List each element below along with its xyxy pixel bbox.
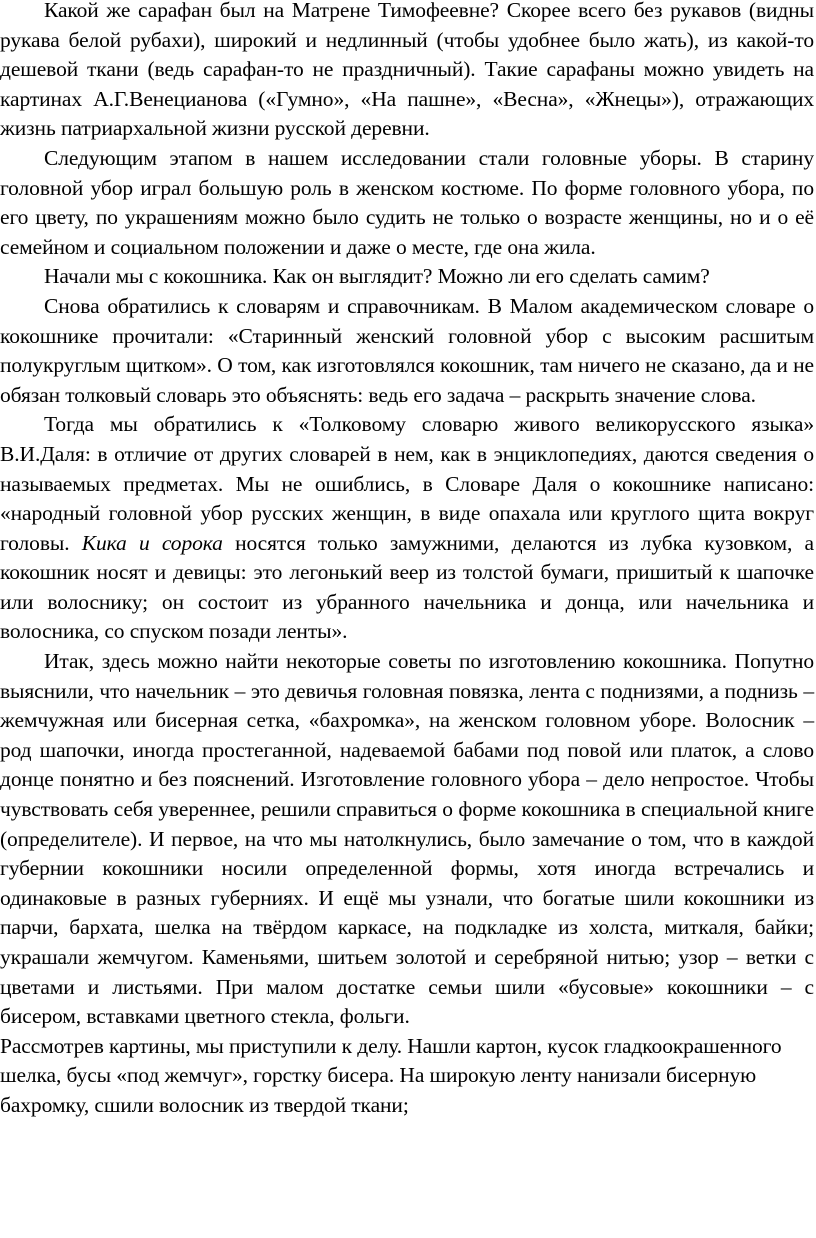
dal-text-italic: Кика и сорока [81,530,223,555]
paragraph-dictionaries: Снова обратились к словарям и справочникам. В Малом академическом словаре о кокошнике прочитали: «Старинный женский головной убор с высоким расшитым полукруглым щитком». О том, как изготовлялся кокошник, там ничего не сказано, да и не обязан толковый словарь это объяснять: ведь его задача – раскрыть значение слова. [0,293,814,407]
paragraph-dal-dictionary [0,410,814,647]
paragraph-headwear: Следующим этапом в нашем исследовании стали головные уборы. В старину головной убор играл большую роль в женском костюме. По форме головного убора, по его цвету, по украшениям можно было судить не только о возрасте женщины, но и о её семейном и социальном положении и даже о месте, где она жила. [0,145,814,259]
paragraph-making-advice: Итак, здесь можно найти некоторые советы по изготовлению кокошника. Попутно выяснили, что начельник – это девичья головная повязка, лента с поднизями, а поднизь – жемчужная или бисерная сетка, «бахромка», на женском головном уборе. Волосник – род шапочки, иногда простеганной, надеваемой бабами под повой или платок, а слово донце понятно и без пояснений. Изготовление головного убора – дело непростое. Чтобы чувствовать себя увереннее, решили справиться о форме кокошника в специальной книге (определителе). И первое, на что мы натолкнулись, было замечание о том, что в каждой губернии кокошники носили определенной формы, хотя иногда встречались и одинаковые в разных губерниях. И ещё мы узнали, что богатые шили кокошники из парчи, бархата, шелка на твёрдом каркасе, на подкладке из холста, миткаля, байки; украшали жемчугом. Каменьями, шитьем золотой и серебряной нитью; узор – ветки с цветами и листьями. При малом достатке семьи шили «бусовые» кокошники – с бисером, вставками цветного стекла, фольги. [0,649,814,1029]
dal-text-after: носятся только замужними, делаются из лубка кузовком, а кокошник носят и девицы: это легонький веер из толстой бумаги, пришитый к шапочке или волоснику; он состоит из убранного начельника и донца, или начельника и волосника, со спуском позади ленты». [0,530,814,644]
paragraph-getting-started: Рассмотрев картины, мы приступили к делу. Нашли картон, кусок гладкоокрашенного шелка, бусы «под жемчуг», горстку бисера. На широкую ленту нанизали бисерную бахромку, сшили волосник из твердой ткани; [0,1033,782,1117]
paragraph-sarafan: Какой же сарафан был на Матрене Тимофеевне? Скорее всего без рукавов (видны рукава белой рубахи), широкий и недлинный (чтобы удобнее было жать), из какой-то дешевой ткани (ведь сарафан-то не праздничный). Такие сарафаны можно увидеть на картинах А.Г.Венецианова («Гумно», «На пашне», «Весна», «Жнецы»), отражающих жизнь патриархальной жизни русской деревни. [0,0,814,141]
paragraph-kokoshnik-start: Начали мы с кокошника. Как он выглядит? Можно ли его сделать самим? [44,264,710,289]
dal-text-before: Тогда мы обратились к «Толковому словарю живого великорусского языка» В.И.Даля: в отличие от других словарей в нем, как в энциклопедиях, даются сведения о называемых предметах. Мы не ошиблись, в Словаре Даля о кокошнике написано: «народный головной убор русских женщин, в виде опахала или круглого щита вокруг головы. [0,412,814,555]
